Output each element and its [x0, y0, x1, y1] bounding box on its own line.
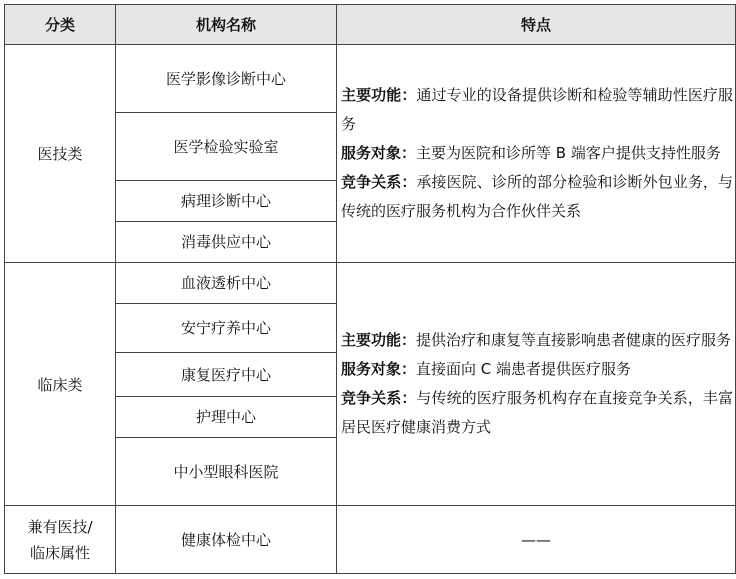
feature-text: 承接医院、诊所的部分检验和诊断外包业务，与传统的医疗服务机构为合作伙伴关系	[341, 173, 733, 220]
table-row	[5, 263, 736, 304]
header-category: 分类	[5, 5, 116, 45]
feature-label: 主要功能：	[341, 86, 417, 104]
institution-cell: 血液透析中心	[116, 263, 337, 304]
feature-label: 服务对象：	[341, 144, 417, 162]
feature-label: 竞争关系：	[341, 173, 417, 191]
institution-cell: 康复医疗中心	[116, 353, 337, 397]
feature-competition	[341, 168, 733, 226]
features-cell	[337, 45, 736, 263]
feature-target	[341, 355, 733, 384]
table-row	[5, 45, 736, 113]
feature-label: 主要功能：	[341, 331, 417, 349]
feature-text: 直接面向 C 端患者提供医疗服务	[416, 360, 632, 378]
institution-cell: 病理诊断中心	[116, 181, 337, 222]
institution-table	[4, 4, 736, 574]
feature-text: 与传统的医疗服务机构存在直接竞争关系，丰富居民医疗健康消费方式	[341, 389, 733, 436]
feature-text: 主要为医院和诊所等 B 端客户提供支持性服务	[416, 144, 721, 162]
institution-cell: 医学检验实验室	[116, 113, 337, 181]
table-header-row	[5, 5, 736, 45]
institution-cell: 医学影像诊断中心	[116, 45, 337, 113]
institution-cell: 安宁疗养中心	[116, 304, 337, 353]
feature-competition	[341, 384, 733, 442]
institution-cell: 中小型眼科医院	[116, 438, 337, 506]
institution-cell: 健康体检中心	[116, 506, 337, 574]
header-institution-name: 机构名称	[116, 5, 337, 45]
header-features: 特点	[337, 5, 736, 45]
features-placeholder: ——	[337, 506, 736, 574]
institution-cell: 消毒供应中心	[116, 222, 337, 263]
institution-cell: 护理中心	[116, 397, 337, 438]
features-cell	[337, 263, 736, 506]
feature-label: 竞争关系：	[341, 389, 417, 407]
feature-function	[341, 326, 733, 355]
feature-label: 服务对象：	[341, 360, 417, 378]
feature-function	[341, 81, 733, 139]
category-cell-medical-technology: 医技类	[5, 45, 116, 263]
feature-text: 提供治疗和康复等直接影响患者健康的医疗服务	[416, 331, 732, 349]
category-cell-mixed: 兼有医技/临床属性	[5, 506, 116, 574]
feature-target	[341, 139, 733, 168]
feature-text: 通过专业的设备提供诊断和检验等辅助性医疗服务	[341, 86, 733, 133]
table-row	[5, 506, 736, 574]
category-cell-clinical: 临床类	[5, 263, 116, 506]
